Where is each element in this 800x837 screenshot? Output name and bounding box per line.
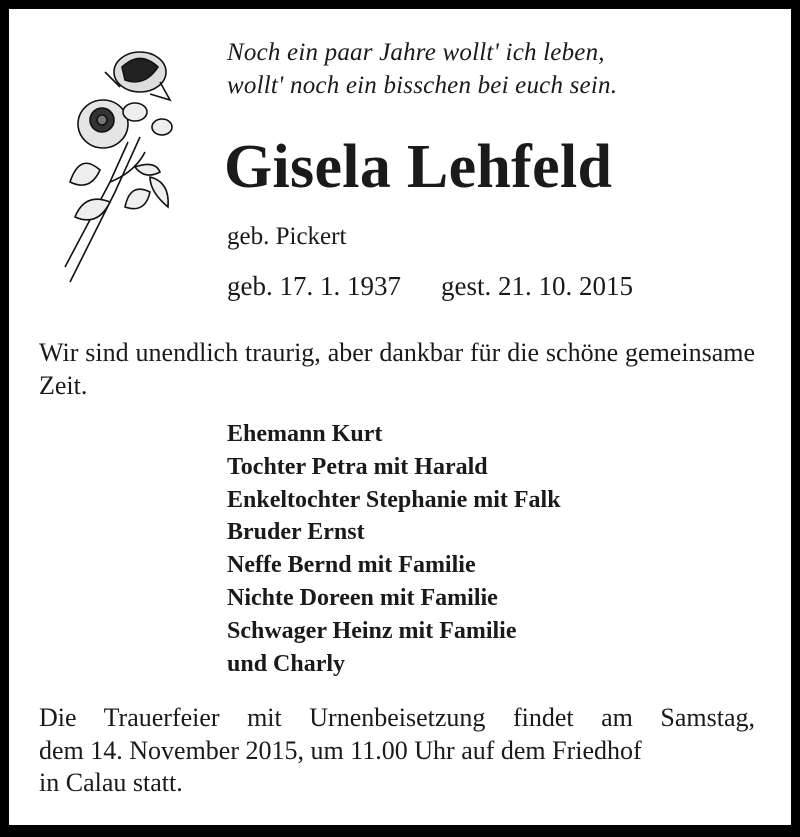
mourner: Nichte Doreen mit Familie (227, 584, 498, 611)
verse-line: Noch ein paar Jahre wollt' ich leben, (227, 39, 605, 66)
deceased-name: Gisela Lehfeld (224, 133, 613, 201)
funeral-info (39, 702, 755, 800)
funeral-line: in Calau statt. (39, 768, 183, 797)
verse-line: wollt' noch ein bisschen bei euch sein. (227, 72, 618, 99)
death-date: gest. 21. 10. 2015 (440, 271, 633, 301)
rose-bouquet-icon (50, 42, 180, 287)
mourner: Schwager Heinz mit Familie (227, 617, 517, 644)
mourner: Neffe Bernd mit Familie (227, 552, 476, 579)
maiden-name: geb. Pickert (227, 223, 347, 250)
message-text: Wir sind unendlich traurig, aber dankbar für die schöne gemeinsame Zeit. (39, 338, 755, 400)
life-dates (227, 270, 633, 302)
mourners-list (227, 418, 561, 680)
mourner: Enkeltochter Stephanie mit Falk (227, 486, 561, 513)
birth-date: geb. 17. 1. 1937 (227, 271, 401, 301)
mourner: Bruder Ernst (227, 519, 365, 546)
funeral-line: dem 14. November 2015, um 11.00 Uhr auf dem Friedhof (39, 735, 642, 765)
memorial-verse (227, 36, 617, 102)
mourner: Tochter Petra mit Harald (227, 453, 488, 480)
mourner: Ehemann Kurt (227, 421, 383, 447)
funeral-line: Die Trauerfeier mit Urnenbeisetzung findet am Samstag, (39, 703, 755, 732)
mourner: und Charly (227, 650, 346, 677)
